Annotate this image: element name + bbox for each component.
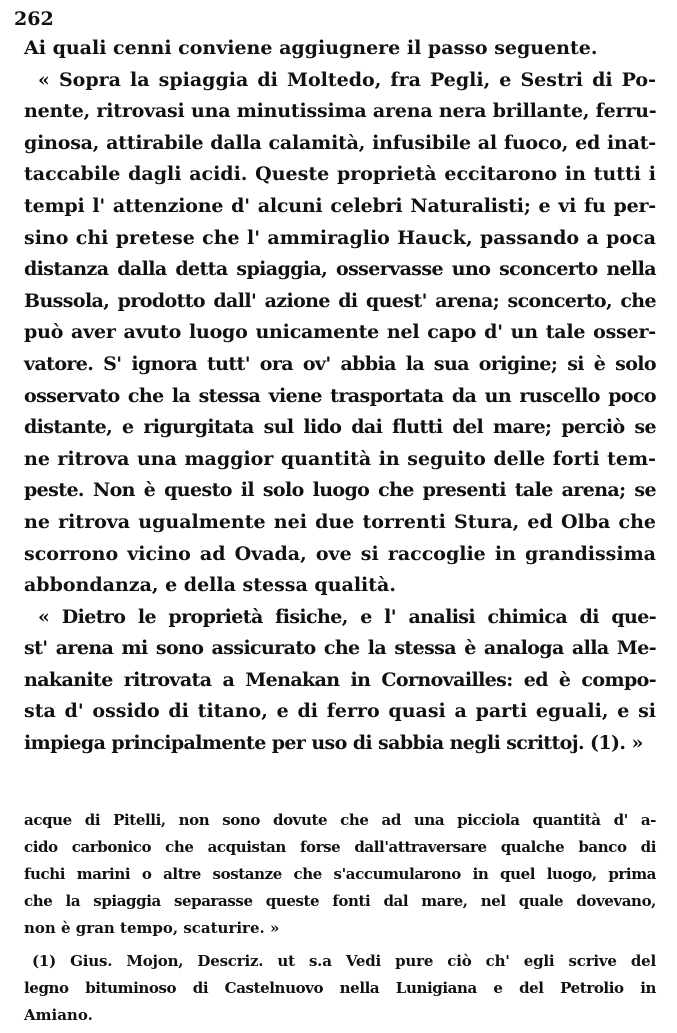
text-line: osservato che la stessa viene trasportata da un ruscello poco (24, 384, 656, 407)
footnote-line: che la spiaggia separasse queste fonti dal mare, nel quale dovevano, (24, 892, 656, 910)
text-line: nente, ritrovasi una minutissima arena nera brillante, ferru- (24, 100, 657, 123)
text-line: nakanite ritrovata a Menakan in Cornovailles: ed è compo- (24, 668, 656, 691)
footnote-line: non è gran tempo, scaturire. » (24, 919, 280, 937)
text-line: Ai quali cenni conviene aggiugnere il passo seguente. (24, 37, 598, 59)
text-line: distanza dalla detta spiaggia, osservasse uno sconcerto nella (24, 258, 656, 281)
text-line: impiega principalmente per uso di sabbia negli scrittoj. (1). » (24, 732, 643, 755)
footnote-line: fuchi marini o altre sostanze che s'accumularono in quel luogo, prima (24, 865, 656, 883)
page-number: 262 (14, 8, 54, 30)
text-line: abbondanza, e della stessa qualità. (24, 574, 396, 597)
text-line: « Sopra la spiaggia di Moltedo, fra Pegli, e Sestri di Po- (38, 68, 656, 91)
footnotes (24, 807, 656, 1029)
text-line: Bussola, prodotto dall' azione di quest' arena; sconcerto, che (24, 289, 656, 312)
text-line: può aver avuto luogo unicamente nel capo d' un tale osser- (24, 321, 656, 344)
footnote-line: acque di Pitelli, non sono dovute che ad una picciola quantità d' a- (24, 811, 656, 829)
footnote-line: legno bituminoso di Castelnuovo nella Lunigiana e del Petrolio in (24, 979, 656, 997)
text-line: vatore. S' ignora tutt' ora ov' abbia la sua origine; si è solo (24, 352, 656, 375)
footnote-line: Amiano. (24, 1006, 93, 1024)
text-line: ne ritrova ugualmente nei due torrenti Stura, ed Olba che (24, 510, 656, 533)
footnote-line: (1) Gius. Mojon, Descriz. ut s.a Vedi pure ciò ch' egli scrive del (32, 952, 656, 970)
main-text (24, 33, 656, 760)
text-line: sino chi pretese che l' ammiraglio Hauck, passando a poca (24, 226, 656, 249)
text-line: scorrono vicino ad Ovada, ove si raccoglie in grandissima (24, 542, 656, 565)
text-line: ginosa, attirabile dalla calamità, infusibile al fuoco, ed inat- (24, 131, 656, 154)
text-line: taccabile dagli acidi. Queste proprietà eccitarono in tutti i (24, 163, 656, 186)
text-line: ne ritrova una maggior quantità in seguito delle forti tem- (24, 447, 656, 470)
text-line: tempi l' attenzione d' alcuni celebri Naturalisti; e vi fu per- (24, 194, 656, 217)
text-line: « Dietro le proprietà fisiche, e l' analisi chimica di que- (38, 605, 656, 628)
text-line: st' arena mi sono assicurato che la stessa è analoga alla Me- (24, 637, 656, 660)
text-line: peste. Non è questo il solo luogo che presenti tale arena; se (24, 479, 656, 502)
text-line: sta d' ossido di titano, e di ferro quasi a parti eguali, e si (24, 700, 656, 723)
text-line: distante, e rigurgitata sul lido dai flutti del mare; perciò se (24, 416, 656, 439)
footnote-line: cido carbonico che acquistan forse dall'attraversare qualche banco di (24, 838, 656, 856)
